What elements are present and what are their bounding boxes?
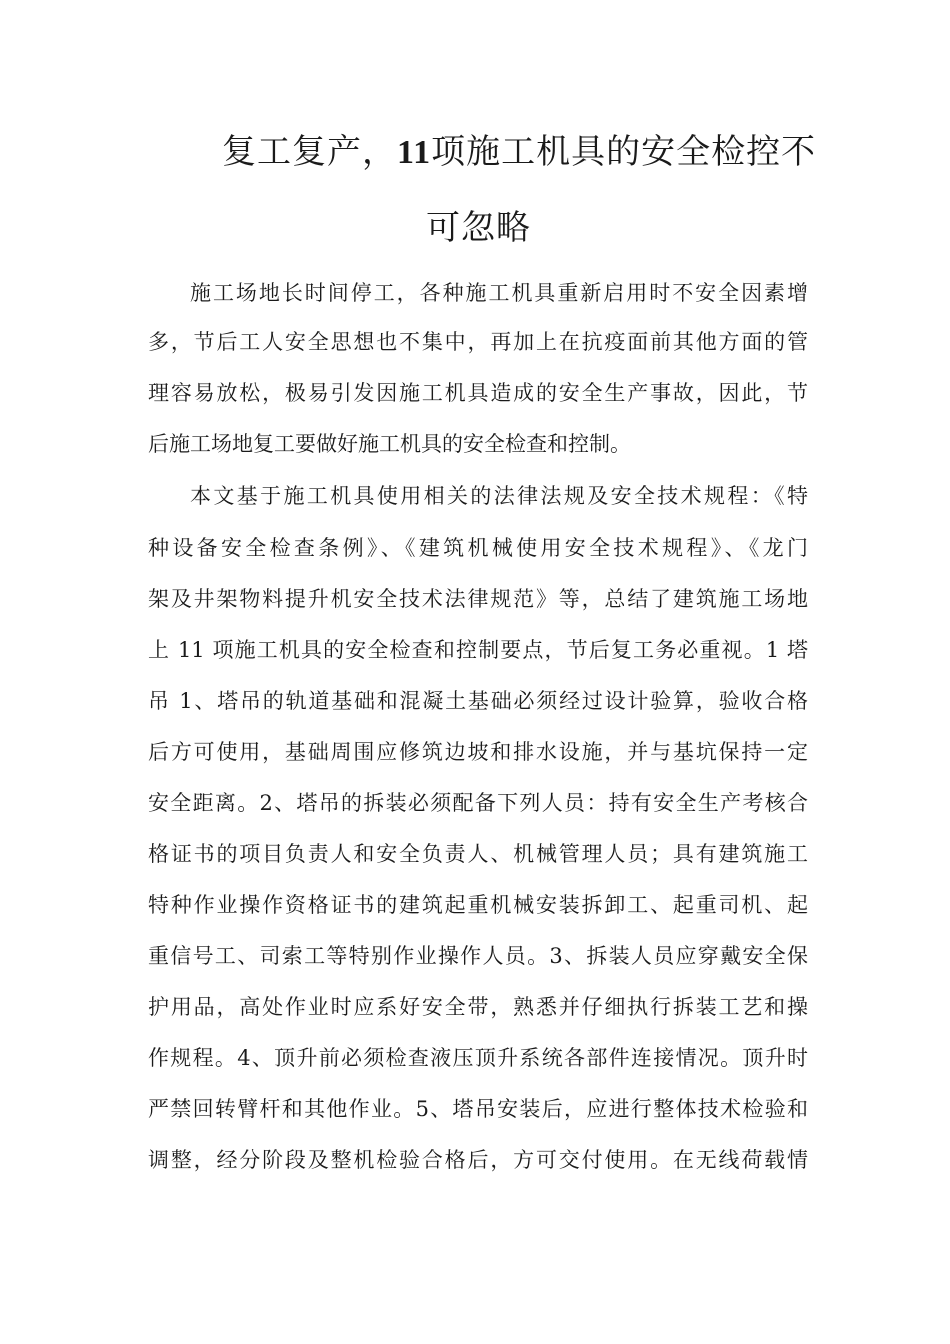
- paragraph-2-line-3: 架及井架物料提升机安全技术法律规范》等，总结了建筑施工场地: [148, 587, 808, 611]
- paragraph-2-line-11: 护用品，高处作业时应系好安全带，熟悉并仔细执行拆装工艺和操: [148, 995, 808, 1019]
- paragraph-2-line-5: 吊 1、塔吊的轨道基础和混凝土基础必须经过设计验算，验收合格: [148, 689, 808, 713]
- paragraph-1-line-4: 后施工场地复工要做好施工机具的安全检查和控制。: [148, 432, 631, 456]
- paragraph-1-line-3: 理容易放松，极易引发因施工机具造成的安全生产事故，因此，节: [148, 381, 808, 405]
- paragraph-2-line-4: 上 11 项施工机具的安全检查和控制要点，节后复工务必重视。1 塔: [148, 638, 808, 662]
- paragraph-2-line-10: 重信号工、司索工等特别作业操作人员。3、拆装人员应穿戴安全保: [148, 944, 808, 968]
- paragraph-2-line-1: 本文基于施工机具使用相关的法律法规及安全技术规程：《特: [190, 484, 808, 508]
- paragraph-2-line-9: 特种作业操作资格证书的建筑起重机械安装拆卸工、起重司机、起: [148, 893, 808, 917]
- paragraph-2-line-14: 调整，经分阶段及整机检验合格后，方可交付使用。在无线荷载情: [148, 1148, 808, 1172]
- paragraph-2-line-8: 格证书的项目负责人和安全负责人、机械管理人员；具有建筑施工: [148, 842, 808, 866]
- paragraph-2-line-13: 严禁回转臂杆和其他作业。5、塔吊安装后，应进行整体技术检验和: [148, 1097, 808, 1121]
- paragraph-1-line-2: 多，节后工人安全思想也不集中，再加上在抗疫面前其他方面的管: [148, 330, 808, 354]
- title-text-a: 复工复产，: [222, 132, 397, 172]
- paragraph-2-line-2: 种设备安全检查条例》、《建筑机械使用安全技术规程》、《龙门: [148, 536, 808, 560]
- paragraph-2-line-12: 作规程。4、顶升前必须检查液压顶升系统各部件连接情况。顶升时: [148, 1046, 808, 1070]
- document-title-line-1: [222, 124, 816, 173]
- paragraph-2-line-6: 后方可使用，基础周围应修筑边坡和排水设施，并与基坑保持一定: [148, 740, 808, 764]
- title-number: 11: [397, 134, 432, 171]
- paragraph-2-line-7: 安全距离。2、塔吊的拆装必须配备下列人员：持有安全生产考核合: [148, 791, 808, 815]
- paragraph-1-line-1: 施工场地长时间停工，各种施工机具重新启用时不安全因素增: [190, 281, 808, 305]
- document-title-line-2: 可忽略: [426, 208, 531, 248]
- title-text-b: 项施工机具的安全检控不: [431, 132, 817, 172]
